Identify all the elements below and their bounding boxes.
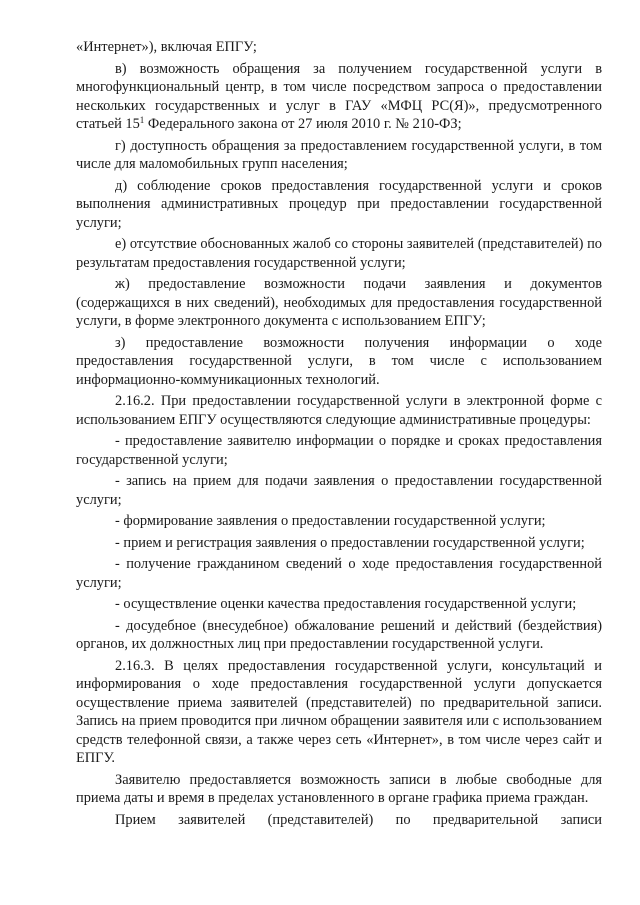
list-item: - предоставление заявителю информации о порядке и сроках предоставления государственной услуги; — [76, 433, 602, 468]
paragraph-item-z: з) предоставление возможности получения информации о ходе предоставления государственной услуги, в том числе с использованием информационно-коммуникационных технологий. — [76, 334, 602, 388]
document-page — [76, 38, 602, 829]
paragraph-item-g: г) доступность обращения за предоставлением государственной услуги, в том числе для маломобильных групп населения; — [76, 137, 602, 172]
paragraph-2-16-2: 2.16.2. При предоставлении государственной услуги в электронной форме с использованием ЕПГУ осуществляются следующие административные процедуры: — [76, 393, 602, 428]
paragraph-item-v — [76, 60, 602, 134]
list-item: - досудебное (внесудебное) обжалование решений и действий (бездействия) органов, их должностных лиц при предоставлении государственной услуги. — [76, 617, 602, 652]
paragraph-text: Федерального закона от 27 июля 2010 г. № 210-ФЗ; — [144, 116, 462, 132]
list-item: - осуществление оценки качества предоставления государственной услуги; — [115, 596, 577, 612]
paragraph-text: Прием заявителей (представителей) по предварительной записи — [115, 811, 602, 828]
paragraph-continuation: «Интернет»), включая ЕПГУ; — [76, 39, 257, 55]
superscript: 1 — [139, 115, 145, 125]
list-item: - запись на прием для подачи заявления о предоставлении государственной услуги; — [76, 473, 602, 508]
paragraph-item-d: д) соблюдение сроков предоставления государственной услуги и сроков выполнения административных процедур при предоставлении государственной услуги; — [76, 177, 602, 231]
paragraph-text: в) возможность обращения за получением государственной услуги в многофункциональный центр, в том числе посредством запроса о предоставлении нескольких государственных и услуг в ГАУ «МФЦ РС(Я)», предусмотренного статьей 15 — [76, 60, 602, 132]
paragraph-item-e: е) отсутствие обоснованных жалоб со стороны заявителей (представителей) по результатам предоставления государственной услуги; — [76, 236, 602, 271]
paragraph-item-zh: ж) предоставление возможности подачи заявления и документов (содержащихся в них сведений), необходимых для предоставления государственной услуги, в форме электронного документа с использованием ЕПГУ; — [76, 276, 602, 329]
list-item: - формирование заявления о предоставлении государственной услуги; — [115, 513, 546, 529]
list-item: - прием и регистрация заявления о предоставлении государственной услуги; — [115, 534, 585, 551]
paragraph-text: Заявителю предоставляется возможность записи в любые свободные для приема даты и время в пределах установленного в органе графика приема граждан. — [76, 771, 602, 806]
paragraph-2-16-3: 2.16.3. В целях предоставления государственной услуги, консультаций и информирования о ходе предоставления государственной услуги допускается осуществление приема заявителей (представителей) по предварительной записи. Запись на прием проводится при личном обращении заявителя или с использованием средств телефонной связи, а также через сеть «Интернет», в том числе через сайт и ЕПГУ. — [76, 657, 602, 766]
list-item: - получение гражданином сведений о ходе предоставления государственной услуги; — [76, 556, 602, 591]
